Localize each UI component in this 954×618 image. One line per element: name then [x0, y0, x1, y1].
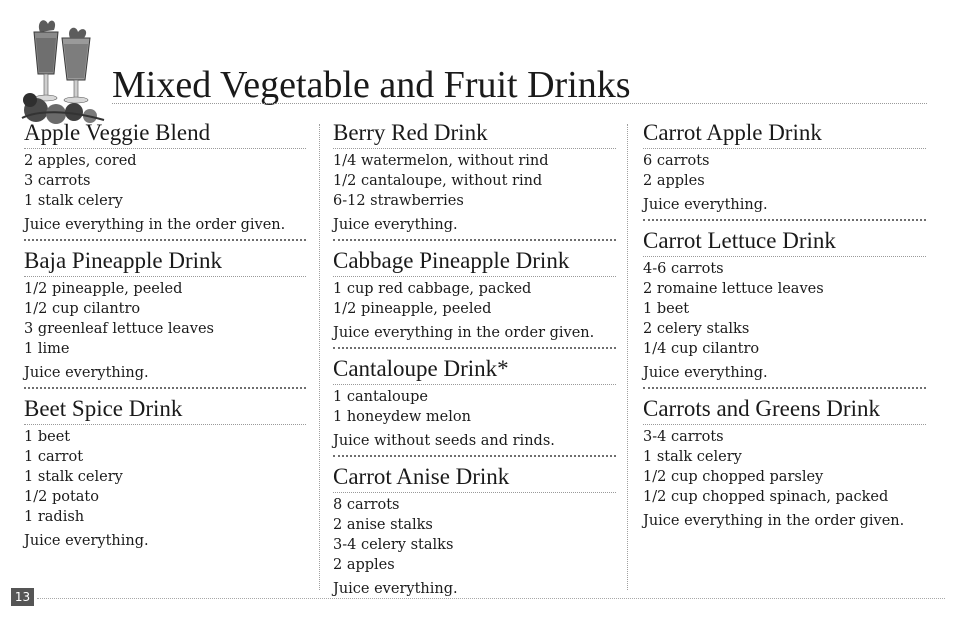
recipe-title: Baja Pineapple Drink — [24, 246, 306, 277]
ingredient: 6 carrots — [643, 153, 710, 169]
ingredient-list — [643, 151, 926, 191]
ingredient: 1/2 potato — [24, 489, 99, 505]
ingredient-list — [643, 427, 926, 507]
recipe-column-3 — [643, 118, 926, 535]
recipe-title: Carrots and Greens Drink — [643, 394, 926, 425]
ingredient: 3-4 carrots — [643, 429, 724, 445]
ingredient: 2 apples, cored — [24, 153, 137, 169]
ingredient: 2 apples — [643, 173, 705, 189]
ingredient: 1/4 watermelon, without rind — [333, 153, 549, 169]
ingredient: 1 stalk celery — [24, 193, 123, 209]
recipe-instruction: Juice everything. — [24, 365, 149, 381]
recipe-title: Carrot Apple Drink — [643, 118, 926, 149]
ingredient: 1 stalk celery — [24, 469, 123, 485]
recipe-column-1 — [24, 118, 306, 555]
ingredient: 1 carrot — [24, 449, 84, 465]
recipe-instruction: Juice everything. — [24, 533, 149, 549]
recipe-instruction: Juice everything. — [333, 217, 458, 233]
recipe-instruction: Juice everything in the order given. — [24, 217, 286, 233]
ingredient: 1 cup red cabbage, packed — [333, 281, 532, 297]
ingredient: 1 stalk celery — [643, 449, 742, 465]
ingredient-list — [643, 259, 926, 359]
recipe-baja-pineapple-drink — [24, 246, 306, 389]
ingredient: 1/2 cup chopped spinach, packed — [643, 489, 889, 505]
ingredient: 1 honeydew melon — [333, 409, 471, 425]
recipe-carrot-apple-drink — [643, 118, 926, 221]
ingredient: 8 carrots — [333, 497, 400, 513]
recipe-instruction: Juice everything in the order given. — [643, 513, 905, 529]
recipe-title: Cabbage Pineapple Drink — [333, 246, 616, 277]
recipe-title: Cantaloupe Drink* — [333, 354, 616, 385]
ingredient: 6-12 strawberries — [333, 193, 464, 209]
recipe-instruction: Juice everything in the order given. — [333, 325, 595, 341]
ingredient: 1/2 pineapple, peeled — [333, 301, 492, 317]
ingredient: 2 apples — [333, 557, 395, 573]
recipe-instruction: Juice everything. — [643, 197, 768, 213]
page-number: 13 — [11, 588, 34, 606]
ingredient: 1 cantaloupe — [333, 389, 428, 405]
recipe-title: Beet Spice Drink — [24, 394, 306, 425]
recipe-cantaloupe-drink — [333, 354, 616, 457]
title-divider — [112, 103, 927, 104]
recipe-carrot-lettuce-drink — [643, 226, 926, 389]
ingredient: 1/2 cup cilantro — [24, 301, 141, 317]
ingredient: 2 anise stalks — [333, 517, 433, 533]
ingredient-list — [24, 279, 306, 359]
recipe-column-2 — [333, 118, 616, 603]
ingredient: 1/4 cup cilantro — [643, 341, 760, 357]
ingredient-list — [24, 151, 306, 211]
ingredient: 3-4 celery stalks — [333, 537, 454, 553]
recipe-carrots-and-greens-drink — [643, 394, 926, 535]
ingredient: 3 carrots — [24, 173, 91, 189]
page-title: Mixed Vegetable and Fruit Drinks — [112, 64, 631, 106]
recipe-berry-red-drink — [333, 118, 616, 241]
recipe-title: Carrot Anise Drink — [333, 462, 616, 493]
recipe-cabbage-pineapple-drink — [333, 246, 616, 349]
column-divider — [627, 124, 628, 590]
ingredient: 3 greenleaf lettuce leaves — [24, 321, 214, 337]
footer-divider — [37, 598, 945, 599]
recipe-apple-veggie-blend — [24, 118, 306, 241]
recipe-instruction: Juice everything. — [643, 365, 768, 381]
ingredient: 1/2 cantaloupe, without rind — [333, 173, 543, 189]
ingredient: 1 lime — [24, 341, 70, 357]
ingredient: 1 beet — [643, 301, 690, 317]
ingredient-list — [333, 279, 616, 319]
column-divider — [319, 124, 320, 590]
recipe-beet-spice-drink — [24, 394, 306, 555]
recipe-instruction: Juice without seeds and rinds. — [333, 433, 555, 449]
ingredient: 2 celery stalks — [643, 321, 750, 337]
ingredient-list — [24, 427, 306, 527]
ingredient: 2 romaine lettuce leaves — [643, 281, 824, 297]
juice-glasses-icon — [18, 14, 110, 124]
recipe-carrot-anise-drink — [333, 462, 616, 603]
ingredient: 4-6 carrots — [643, 261, 724, 277]
recipe-title: Apple Veggie Blend — [24, 118, 306, 149]
ingredient-list — [333, 387, 616, 427]
recipe-title: Berry Red Drink — [333, 118, 616, 149]
ingredient: 1 radish — [24, 509, 85, 525]
ingredient: 1/2 cup chopped parsley — [643, 469, 824, 485]
ingredient-list — [333, 495, 616, 575]
ingredient: 1 beet — [24, 429, 71, 445]
recipe-instruction: Juice everything. — [333, 581, 458, 597]
recipe-title: Carrot Lettuce Drink — [643, 226, 926, 257]
ingredient: 1/2 pineapple, peeled — [24, 281, 183, 297]
ingredient-list — [333, 151, 616, 211]
